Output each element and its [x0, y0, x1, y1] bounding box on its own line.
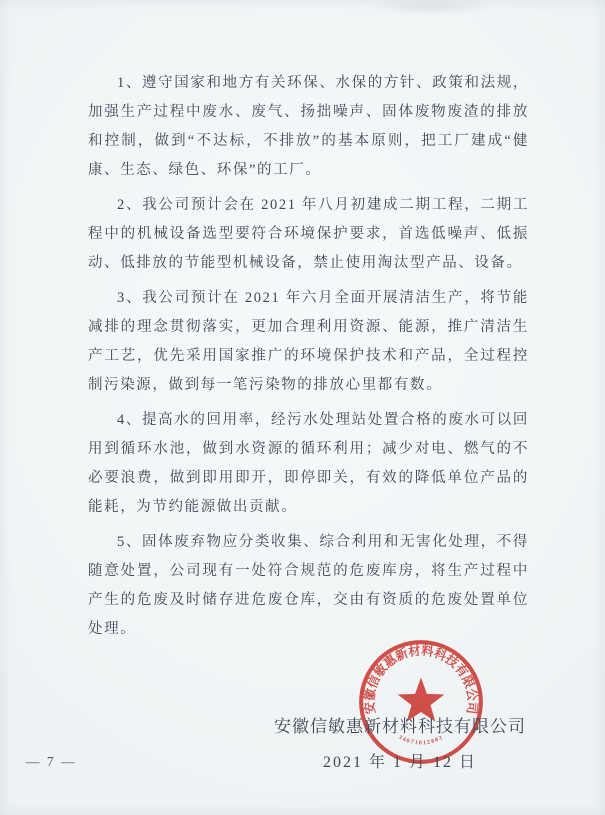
paragraph-2: 2、我公司预计会在 2021 年八月初建成二期工程，二期工程中的机械设备选型要符合环境保护要求，首选低噪声、低振动、低排放的节能型机械设备，禁止使用淘汰型产品、设备。 [88, 197, 529, 271]
signature-date: 2021 年 1 月 12 日 [322, 754, 477, 771]
signature-block [268, 712, 532, 772]
page-number: — 7 — [26, 754, 77, 769]
paragraph-3: 3、我公司预计在 2021 年六月全面开展清洁生产，将节能减排的理念贯彻落实，更加合理利用资源、能源，推广清洁生产工艺，优先采用国家推广的环境保护技术和产品，全过程控制污染源，做到每一笔污染物的排放心里都有数。 [88, 290, 529, 393]
paragraph-4: 4、提高水的回用率，经污水处理站处置合格的废水可以回用到循环水池，做到水资源的循环利用；减少对电、燃气的不必要浪费，做到即用即开，即停即关，有效的降低单位产品的能耗，为节约能源做出贡献。 [88, 412, 529, 515]
signature-company-name: 安徽信敏惠新材料科技有限公司 [274, 717, 526, 736]
seal-ring-text: 安徽信敏惠新材料科技有限公司 [362, 643, 480, 716]
paragraph-5: 5、固体废弃物应分类收集、综合利用和无害化处理，不得随意处置，公司现有一处符合规范的危废库房，将生产过程中产生的危废及时储存进危废仓库，交由有资质的危废处置单位处理。 [88, 534, 529, 637]
paragraph-1: 1、遵守国家和地方有关环保、水保的方针、政策和法规，加强生产过程中废水、废气、扬拙噪声、固体废物废渣的排放和控制，做到“不达标，不排放”的基本原则，把工厂建成“健康、生态、绿色、环保”的工厂。 [88, 75, 529, 178]
document-body [88, 69, 529, 650]
seal-code: 34071012803 [397, 734, 445, 747]
